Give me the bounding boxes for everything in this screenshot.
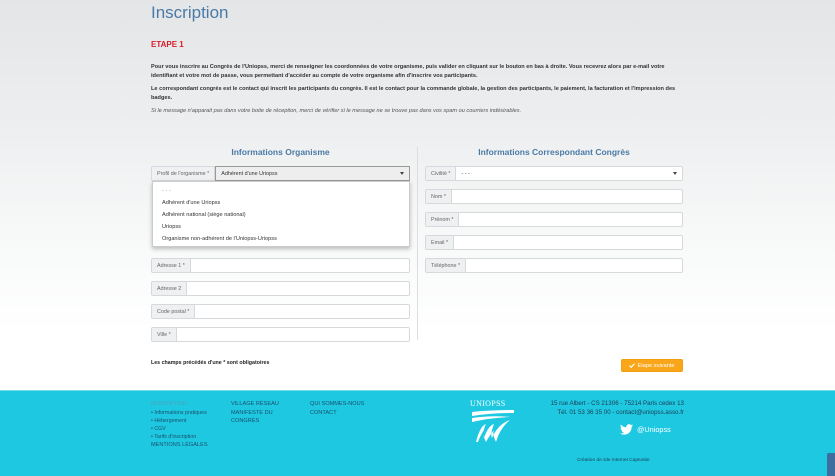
- next-step-button[interactable]: [621, 359, 683, 372]
- code-postal-field[interactable]: [151, 304, 410, 319]
- page-title: Inscription: [151, 3, 229, 22]
- intro-paragraph: Le correspondant congrès est le contact qui inscrit les participants du congrès. Il est le contact pour la commande globale, la gestion des participants, le paiement, la facturation et l'impression des badges.: [151, 86, 676, 101]
- code-postal-label: Code postal *: [152, 305, 195, 318]
- adresse2-label: Adresse 2: [152, 282, 187, 295]
- profil-organisme-label: Profil de l'organisme *: [152, 167, 215, 180]
- prenom-label: Prénom *: [426, 213, 459, 226]
- dropdown-option[interactable]: Adhérent national (siège national): [162, 212, 246, 218]
- site-credit[interactable]: Création de site internet Captusite: [577, 458, 650, 463]
- footer-link-cgv[interactable]: • CGV: [151, 425, 166, 432]
- prenom-input[interactable]: [459, 213, 682, 226]
- telephone-field[interactable]: [425, 258, 683, 273]
- civilite-select[interactable]: [456, 167, 682, 180]
- telephone-label: Téléphone *: [426, 259, 466, 272]
- contact-line[interactable]: Tél. 01 53 36 35 00 - contact@uniopss.asso.fr: [557, 409, 684, 417]
- footer-col-about: [310, 400, 364, 417]
- footer-link-infos[interactable]: • Informations pratiques: [151, 409, 207, 416]
- email-input[interactable]: [454, 236, 682, 249]
- twitter-icon: [620, 424, 633, 435]
- footer-address: [520, 399, 684, 418]
- check-icon: [629, 363, 635, 368]
- footer-link-village[interactable]: VILLAGE RÉSEAU: [231, 401, 279, 407]
- dropdown-option[interactable]: Organisme non-adhérent de l'Uniopss-Uriopss: [162, 236, 277, 242]
- address-line: 15 rue Albert - CS 21306 - 75214 Paris cedex 13: [550, 400, 684, 407]
- intro-paragraph: Pour vous inscrire au Congrès de l'Uniopss, merci de renseigner les coordonnées de votre organisme, puis valider en cliquant sur le bouton en bas à droite. Vous recevrez alors par e-mail votre identifiant et votre mot de passe, vous permettant d'accéder au compte de votre organisme afin d'inscrire vos participants.: [151, 64, 665, 79]
- email-label: Email *: [426, 236, 454, 249]
- twitter-link[interactable]: [620, 424, 671, 435]
- chevron-down-icon: [400, 172, 404, 175]
- adresse1-field[interactable]: [151, 258, 410, 273]
- adresse2-field[interactable]: [151, 281, 410, 296]
- profil-organisme-field[interactable]: [151, 166, 410, 181]
- adresse2-input[interactable]: [187, 282, 409, 295]
- dropdown-option[interactable]: - - -: [162, 188, 171, 194]
- next-step-label: Etape suivante: [637, 362, 675, 369]
- nom-field[interactable]: [425, 189, 683, 204]
- footer-link-qui[interactable]: QUI SOMMES-NOUS: [310, 401, 365, 407]
- telephone-input[interactable]: [466, 259, 682, 272]
- prenom-field[interactable]: [425, 212, 683, 227]
- correspondant-section-title: Informations Correspondant Congrès: [478, 147, 630, 157]
- profil-organisme-dropdown[interactable]: [152, 181, 410, 247]
- ville-label: Ville *: [152, 328, 177, 341]
- civilite-value: - - -: [461, 170, 470, 177]
- footer-link-tarifs[interactable]: • Tarifs d'inscription: [151, 433, 197, 440]
- site-footer: [0, 390, 835, 476]
- profil-organisme-select[interactable]: [215, 166, 410, 181]
- logo-mark-icon: [470, 408, 518, 444]
- spam-note: Si le message n'apparait pas dans votre boite de réception, merci de vérifier si le message ne se trouve pas dans vos spam ou courriers indésirables.: [151, 108, 522, 114]
- civilite-field[interactable]: [425, 166, 683, 181]
- email-field[interactable]: [425, 235, 683, 250]
- code-postal-input[interactable]: [195, 305, 409, 318]
- scroll-to-top-button[interactable]: [827, 453, 835, 476]
- organisme-section-title: Informations Organisme: [231, 147, 330, 157]
- profil-organisme-value: Adhérent d'une Uriopss: [221, 170, 278, 177]
- footer-link-manifeste-cont[interactable]: CONGRÈS: [231, 418, 260, 424]
- adresse1-input[interactable]: [191, 259, 409, 272]
- ville-input[interactable]: [177, 328, 409, 341]
- footer-col-village: [231, 400, 279, 426]
- uniopss-logo[interactable]: [470, 399, 518, 445]
- adresse1-label: Adresse 1 *: [152, 259, 191, 272]
- footer-link-mentions[interactable]: MENTIONS LÉGALES: [151, 441, 208, 448]
- footer-link-inscription[interactable]: INSCRIPTION: [151, 401, 188, 407]
- ville-field[interactable]: [151, 327, 410, 342]
- chevron-down-icon: [673, 172, 677, 175]
- footer-link-hebergement[interactable]: • Hébergement: [151, 417, 187, 424]
- footer-col-inscription: [151, 400, 208, 449]
- column-divider: [417, 147, 418, 340]
- nom-label: Nom *: [426, 190, 452, 203]
- civilite-label: Civilité *: [426, 167, 456, 180]
- dropdown-option[interactable]: Uriopss: [162, 224, 181, 230]
- twitter-handle: @Uniopss: [637, 425, 671, 434]
- footer-link-manifeste[interactable]: MANIFESTE DU: [231, 409, 273, 416]
- step-title: ETAPE 1: [151, 40, 184, 49]
- dropdown-option[interactable]: Adhérent d'une Uriopss: [162, 200, 221, 206]
- nom-input[interactable]: [452, 190, 682, 203]
- intro-text: [151, 63, 691, 120]
- required-fields-note: Les champs précédés d'une * sont obligatoires: [151, 360, 270, 366]
- logo-text: UNIOPSS: [470, 399, 506, 408]
- footer-link-contact[interactable]: CONTACT: [310, 409, 337, 416]
